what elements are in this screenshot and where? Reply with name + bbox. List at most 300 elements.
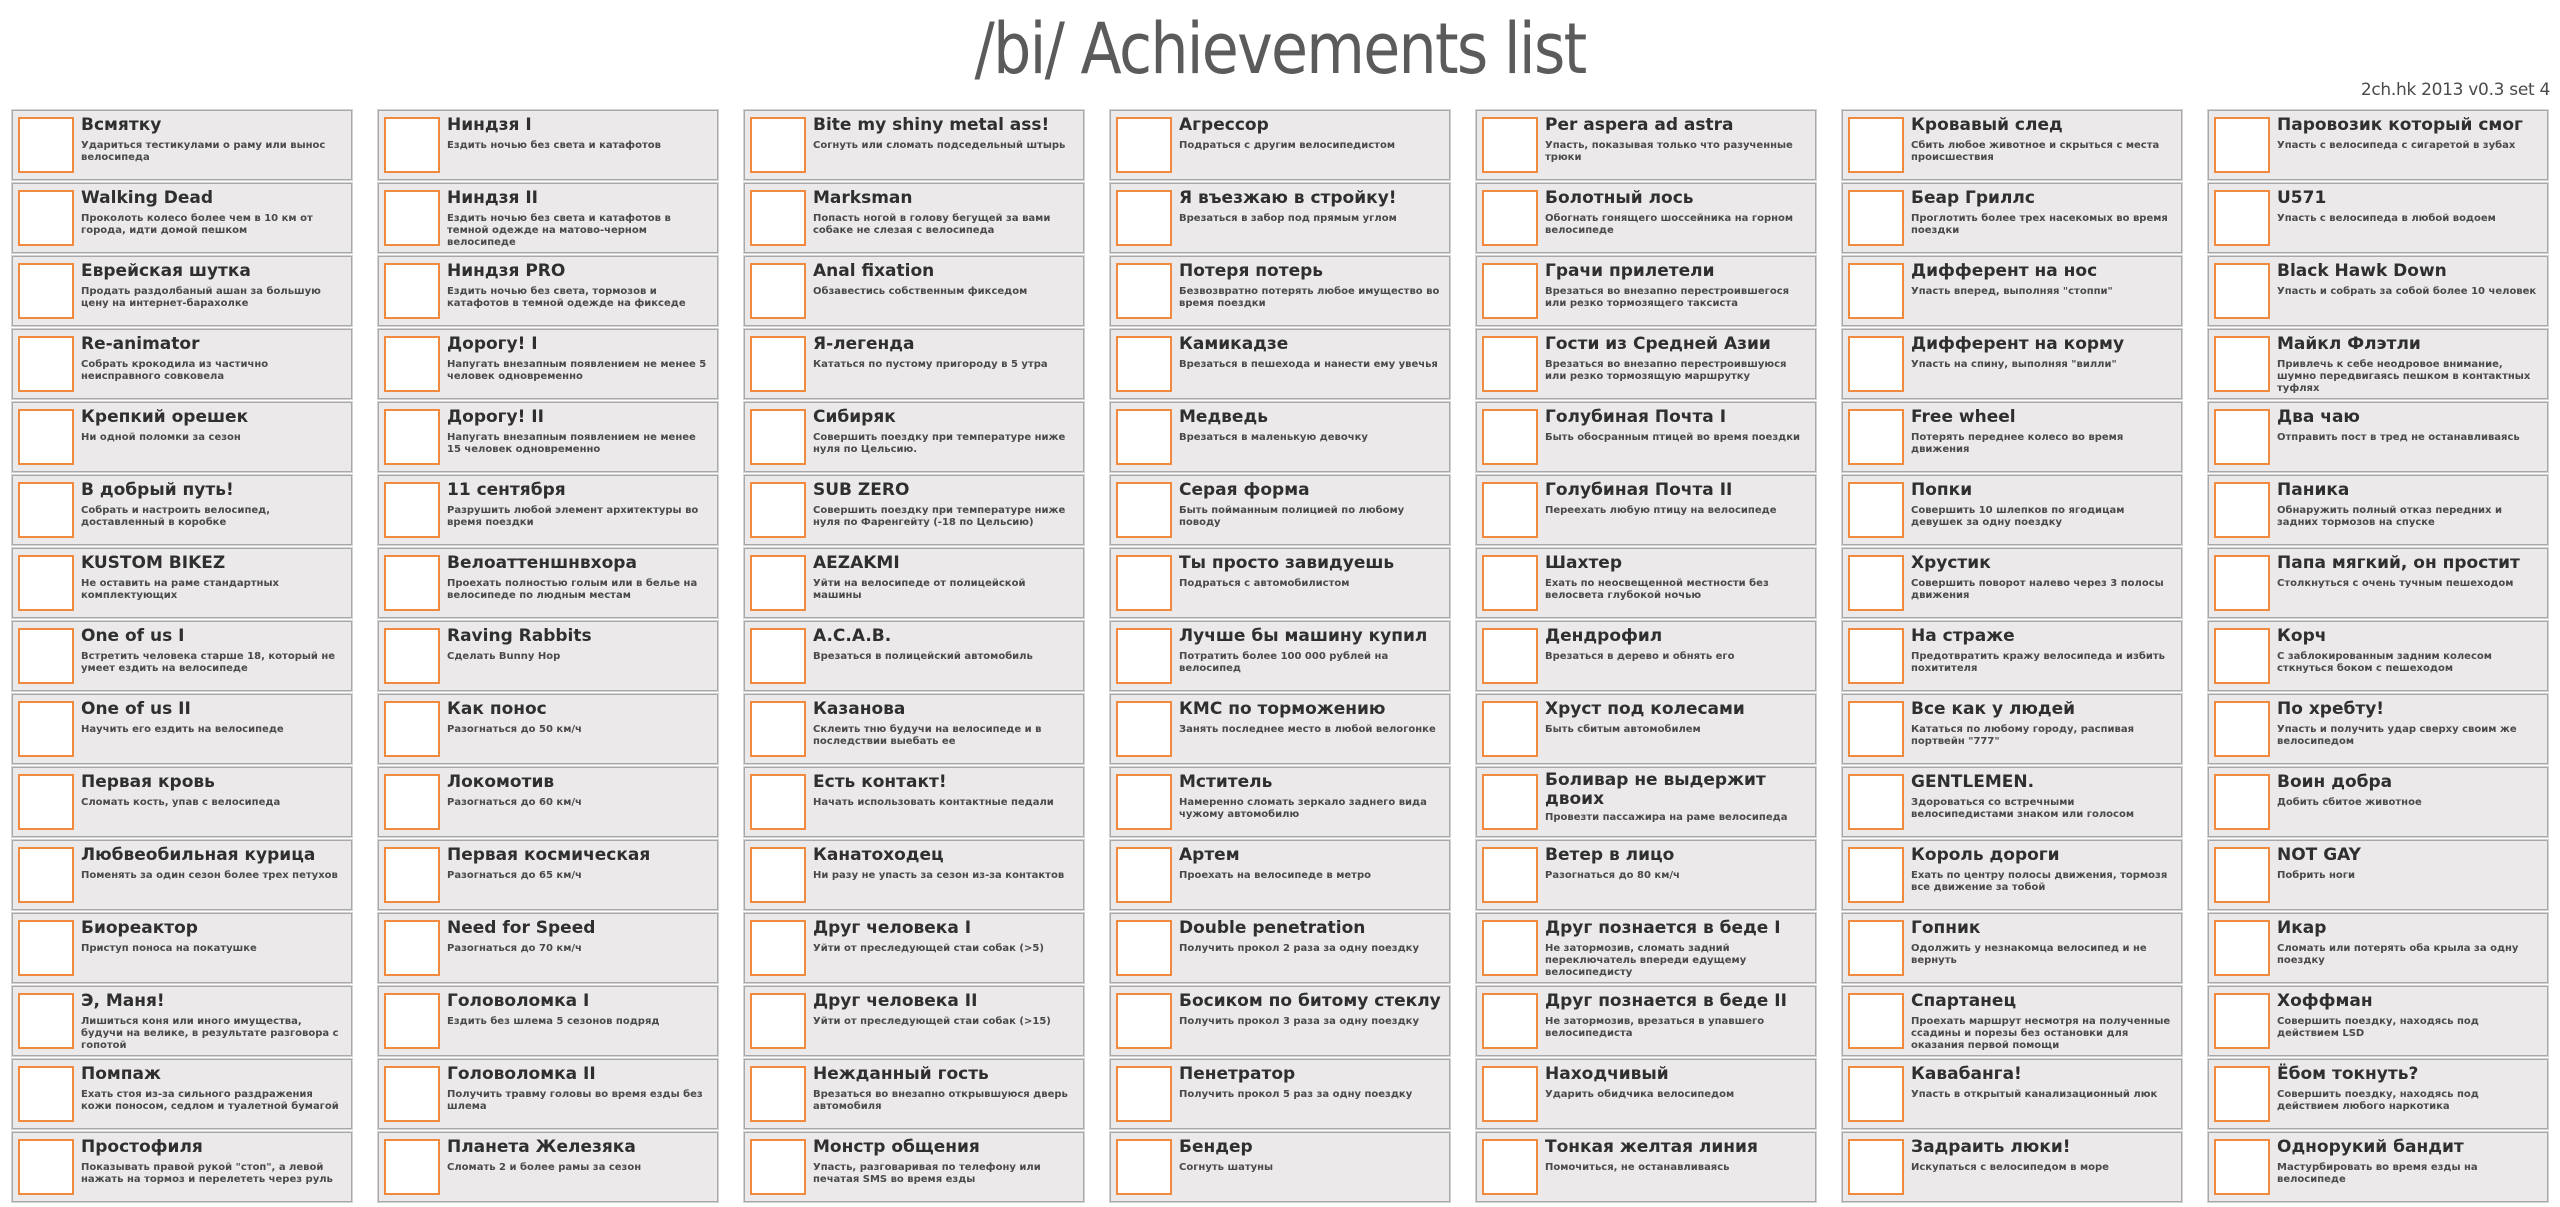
achievement-title: Дорогу! II [447, 407, 544, 427]
achievement-description: Сделать Bunny Hop [447, 651, 561, 662]
achievement-icon-placeholder [1116, 482, 1172, 538]
achievement-title: КМС по торможению [1179, 699, 1386, 719]
achievement-title: Король дороги [1911, 845, 2060, 865]
achievement-description: Уйти от преследующей стаи собак (>15) [813, 1016, 1051, 1027]
achievement-card [378, 256, 718, 326]
achievement-card [1476, 183, 1816, 253]
achievement-title: Канатоходец [813, 845, 944, 865]
achievement-title: Друг человека II [813, 991, 978, 1011]
achievement-title: Корч [2277, 626, 2327, 646]
achievement-card [378, 183, 718, 253]
achievement-title: Гости из Средней Азии [1545, 334, 1771, 354]
achievement-card [744, 475, 1084, 545]
achievement-description: Столкнуться с очень тучным пешеходом [2277, 578, 2514, 589]
achievement-description: Сломать или потерять оба крыла за одну поездку [2277, 943, 2519, 966]
achievement-icon-placeholder [750, 774, 806, 830]
achievement-description: Ехать по центру полосы движения, тормозя все движение за тобой [1911, 870, 2168, 893]
achievement-description: Проехать полностью голым или в белье на велосипеде по людным местам [447, 578, 698, 601]
achievement-description: Ни одной поломки за сезон [81, 432, 241, 443]
achievement-icon-placeholder [1848, 1139, 1904, 1195]
achievement-card [1110, 986, 1450, 1056]
achievement-title: Друг познается в беде I [1545, 918, 1781, 938]
achievement-icon-placeholder [750, 847, 806, 903]
achievement-card [1476, 475, 1816, 545]
achievement-card [744, 913, 1084, 983]
achievement-description: Согнуть шатуны [1179, 1162, 1274, 1173]
achievement-description: Удариться тестикулами о раму или вынос велосипеда [81, 140, 326, 163]
achievement-title: Need for Speed [447, 918, 596, 938]
achievement-description: Продать раздолбаный ашан за большую цену на интернет-барахолке [81, 286, 321, 309]
achievement-icon-placeholder [18, 117, 74, 173]
achievement-title: Голубиная Почта I [1545, 407, 1727, 427]
achievement-description: Совершить 10 шлепков по ягодицам девушек за одну поездку [1911, 505, 2125, 528]
achievement-icon-placeholder [1848, 847, 1904, 903]
achievement-icon-placeholder [1848, 190, 1904, 246]
achievement-title: Серая форма [1179, 480, 1310, 500]
achievement-card [744, 402, 1084, 472]
achievement-icon-placeholder [1482, 482, 1538, 538]
achievement-card [1842, 986, 2182, 1056]
achievement-description: Упасть вперед, выполняя "стоппи" [1911, 286, 2113, 297]
achievement-card [1476, 621, 1816, 691]
achievement-card [1476, 548, 1816, 618]
achievement-card [1110, 840, 1450, 910]
achievement-description: Обогнать гонящего шоссейника на горном велосипеде [1545, 213, 1794, 236]
achievement-title: Потеря потерь [1179, 261, 1324, 281]
achievement-icon-placeholder [1116, 117, 1172, 173]
achievement-icon-placeholder [1116, 628, 1172, 684]
achievement-icon-placeholder [2214, 993, 2270, 1049]
achievement-description: Упасть с велосипеда с сигаретой в зубах [2277, 140, 2516, 151]
achievement-description: Уйти на велосипеде от полицейской машины [813, 578, 1026, 601]
achievement-card [1110, 183, 1450, 253]
achievement-icon-placeholder [750, 117, 806, 173]
achievement-card [12, 986, 352, 1056]
achievement-description: Не затормозив, врезаться в упавшего велосипедиста [1545, 1016, 1765, 1039]
achievement-description: Быть сбитым автомобилем [1545, 724, 1701, 735]
achievement-icon-placeholder [384, 774, 440, 830]
achievement-icon-placeholder [384, 482, 440, 538]
achievement-description: Проехать маршрут несмотря на полученные ссадины и порезы без остановки для оказания первой помощи [1911, 1016, 2171, 1051]
achievement-card [1842, 475, 2182, 545]
achievement-icon-placeholder [1482, 847, 1538, 903]
achievement-icon-placeholder [1482, 701, 1538, 757]
achievement-card [1476, 767, 1816, 837]
achievement-card [378, 1059, 718, 1129]
achievement-description: Разогнаться до 60 км/ч [447, 797, 582, 808]
achievement-card [1110, 913, 1450, 983]
achievement-title: Головоломка I [447, 991, 590, 1011]
achievement-description: Ни разу не упасть за сезон из-за контактов [813, 870, 1065, 881]
achievement-card [744, 1132, 1084, 1202]
achievement-card [744, 621, 1084, 691]
achievement-card [2208, 1132, 2548, 1202]
achievement-icon-placeholder [1848, 1066, 1904, 1122]
achievement-description: Сломать кость, упав с велосипеда [81, 797, 281, 808]
achievement-card [1842, 913, 2182, 983]
achievement-card [1842, 183, 2182, 253]
achievement-description: Намеренно сломать зеркало заднего вида чужому автомобилю [1179, 797, 1427, 820]
achievement-title: Два чаю [2277, 407, 2360, 427]
achievement-icon-placeholder [2214, 1066, 2270, 1122]
achievement-title: Free wheel [1911, 407, 2016, 427]
achievement-card [1476, 840, 1816, 910]
achievement-title: Хрустик [1911, 553, 1991, 573]
achievement-icon-placeholder [1482, 336, 1538, 392]
achievement-description: Упасть и собрать за собой более 10 человек [2277, 286, 2537, 297]
achievement-title: Босиком по битому стеклу [1179, 991, 1441, 1011]
achievement-card [1842, 329, 2182, 399]
achievement-description: Совершить поездку, находясь под действием любого наркотика [2277, 1089, 2479, 1112]
achievement-icon-placeholder [1116, 263, 1172, 319]
achievement-description: Напугать внезапным появлением не менее 15 человек одновременно [447, 432, 696, 455]
achievement-column [744, 110, 1086, 1205]
achievement-title: Нежданный гость [813, 1064, 989, 1084]
achievement-icon-placeholder [1116, 336, 1172, 392]
achievement-icon-placeholder [1848, 409, 1904, 465]
achievement-title: Ты просто завидуешь [1179, 553, 1395, 573]
achievement-title: Простофиля [81, 1137, 203, 1157]
achievement-title: Любвеобильная курица [81, 845, 316, 865]
achievement-icon-placeholder [1482, 409, 1538, 465]
achievement-description: Сломать 2 и более рамы за сезон [447, 1162, 642, 1173]
achievement-card [378, 621, 718, 691]
achievement-icon-placeholder [750, 920, 806, 976]
achievement-icon-placeholder [750, 993, 806, 1049]
achievement-card [12, 1059, 352, 1129]
achievement-title: Друг человека I [813, 918, 972, 938]
achievement-description: Привлечь к себе неодровое внимание, шумно передвигаясь пешком в контактных туфлях [2277, 359, 2531, 394]
achievement-title: По хребту! [2277, 699, 2385, 719]
achievement-card [12, 548, 352, 618]
achievement-icon-placeholder [18, 847, 74, 903]
achievement-card [1476, 329, 1816, 399]
achievement-card [2208, 475, 2548, 545]
achievement-card [744, 329, 1084, 399]
page-title: /bi/ Achievements list [974, 8, 1586, 90]
achievement-description: Разогнаться до 80 км/ч [1545, 870, 1680, 881]
achievement-icon-placeholder [1482, 190, 1538, 246]
achievement-card [744, 986, 1084, 1056]
achievement-description: Приступ поноса на покатушке [81, 943, 257, 954]
achievement-card [744, 1059, 1084, 1129]
achievement-description: Врезаться в полицейский автомобиль [813, 651, 1033, 662]
achievement-icon-placeholder [1116, 701, 1172, 757]
achievement-description: Ударить обидчика велосипедом [1545, 1089, 1735, 1100]
achievement-card [12, 475, 352, 545]
achievement-icon-placeholder [384, 190, 440, 246]
achievement-title: AEZAKMI [813, 553, 900, 573]
achievement-icon-placeholder [18, 1139, 74, 1195]
achievement-card [12, 110, 352, 180]
achievement-icon-placeholder [1848, 555, 1904, 611]
achievement-description: С заблокированным задним колесом сткнуться боком с пешеходом [2277, 651, 2492, 674]
achievement-title: Тонкая желтая линия [1545, 1137, 1758, 1157]
achievement-icon-placeholder [1116, 774, 1172, 830]
achievement-card [1476, 913, 1816, 983]
achievement-card [2208, 329, 2548, 399]
achievement-card [1842, 694, 2182, 764]
achievement-icon-placeholder [18, 993, 74, 1049]
achievement-title: Паника [2277, 480, 2350, 500]
achievement-icon-placeholder [384, 117, 440, 173]
achievement-icon-placeholder [18, 409, 74, 465]
achievement-description: Упасть, показывая только что разученные трюки [1545, 140, 1793, 163]
achievement-icon-placeholder [750, 701, 806, 757]
achievement-description: Склеить тню будучи на велосипеде и в последствии выебать ее [813, 724, 1042, 747]
achievement-title: Велоаттеншнвхора [447, 553, 637, 573]
achievement-card [744, 110, 1084, 180]
achievement-icon-placeholder [18, 701, 74, 757]
achievement-title: 11 сентября [447, 480, 566, 500]
achievement-title: Паровозик который смог [2277, 115, 2523, 135]
achievement-description: Потерять переднее колесо во время движения [1911, 432, 2124, 455]
achievement-description: Ездить ночью без света, тормозов и катафотов в темной одежде на фикседе [447, 286, 686, 309]
achievement-card [378, 694, 718, 764]
achievement-icon-placeholder [750, 190, 806, 246]
achievement-title: Есть контакт! [813, 772, 947, 792]
achievement-title: Майкл Флэтли [2277, 334, 2421, 354]
achievement-card [1110, 1132, 1450, 1202]
achievement-icon-placeholder [2214, 1139, 2270, 1195]
achievement-title: Первая космическая [447, 845, 651, 865]
achievement-description: Проглотить более трех насекомых во время поездки [1911, 213, 2168, 236]
achievement-description: Сбить любое животное и скрыться с места происшествия [1911, 140, 2160, 163]
achievement-title: Anal fixation [813, 261, 935, 281]
achievement-card [378, 840, 718, 910]
achievement-card [1476, 1132, 1816, 1202]
achievement-description: Лишиться коня или иного имущества, будучи на велике, в результате разговора с гопотой [81, 1016, 339, 1051]
achievement-icon-placeholder [1848, 774, 1904, 830]
achievement-title: Дифферент на нос [1911, 261, 2098, 281]
achievement-icon-placeholder [2214, 628, 2270, 684]
achievement-title: Как понос [447, 699, 547, 719]
achievement-icon-placeholder [2214, 920, 2270, 976]
achievement-icon-placeholder [18, 774, 74, 830]
achievement-title: Гопник [1911, 918, 1981, 938]
achievement-column [2208, 110, 2550, 1205]
achievement-description: Совершить поворот налево через 3 полосы движения [1911, 578, 2164, 601]
achievement-title: U571 [2277, 188, 2327, 208]
achievement-icon-placeholder [2214, 482, 2270, 538]
achievement-icon-placeholder [1482, 920, 1538, 976]
achievement-card [12, 329, 352, 399]
achievement-icon-placeholder [1848, 628, 1904, 684]
achievement-card [1842, 402, 2182, 472]
achievement-card [744, 548, 1084, 618]
achievement-description: Попасть ногой в голову бегущей за вами собаке не слезая с велосипеда [813, 213, 1051, 236]
achievement-description: Разогнаться до 65 км/ч [447, 870, 582, 881]
achievement-icon-placeholder [384, 993, 440, 1049]
achievement-column [378, 110, 720, 1205]
achievement-title: Raving Rabbits [447, 626, 592, 646]
achievement-icon-placeholder [750, 482, 806, 538]
achievement-title: На страже [1911, 626, 2015, 646]
achievement-title: Хруст под колесами [1545, 699, 1745, 719]
achievement-description: Напугать внезапным появлением не менее 5 человек одновременно [447, 359, 707, 382]
achievement-icon-placeholder [1116, 190, 1172, 246]
achievement-column [1476, 110, 1818, 1205]
achievement-card [1110, 475, 1450, 545]
achievement-icon-placeholder [1116, 555, 1172, 611]
achievement-description: Совершить поездку при температуре ниже нуля по Фаренгейту (-18 по Цельсию) [813, 505, 1066, 528]
achievements-grid [12, 110, 2558, 1205]
achievement-card [744, 256, 1084, 326]
achievement-description: Ездить без шлема 5 сезонов подряд [447, 1016, 660, 1027]
achievement-description: Начать использовать контактные педали [813, 797, 1054, 808]
achievement-icon-placeholder [1482, 1066, 1538, 1122]
achievement-title: В добрый путь! [81, 480, 234, 500]
achievement-description: Быть пойманным полицией по любому поводу [1179, 505, 1405, 528]
achievement-title: Агрессор [1179, 115, 1269, 135]
achievement-description: Врезаться в забор под прямым углом [1179, 213, 1397, 224]
achievement-icon-placeholder [384, 701, 440, 757]
achievement-description: Упасть, разговаривая по телефону или печатая SMS во время езды [813, 1162, 1041, 1185]
achievement-description: Разогнаться до 50 км/ч [447, 724, 582, 735]
achievement-title: Голубиная Почта II [1545, 480, 1733, 500]
achievement-description: Подраться с другим велосипедистом [1179, 140, 1396, 151]
achievement-card [12, 183, 352, 253]
achievement-card [2208, 840, 2548, 910]
achievement-title: Все как у людей [1911, 699, 2076, 719]
achievement-description: Собрать и настроить велосипед, доставленный в коробке [81, 505, 271, 528]
achievement-description: Одолжить у незнакомца велосипед и не вернуть [1911, 943, 2147, 966]
achievement-description: Быть обосранным птицей во время поездки [1545, 432, 1800, 443]
achievement-description: Уйти от преследующей стаи собак (>5) [813, 943, 1044, 954]
achievement-title: Бендер [1179, 1137, 1253, 1157]
achievement-card [2208, 767, 2548, 837]
achievement-icon-placeholder [1116, 1139, 1172, 1195]
achievement-card [378, 548, 718, 618]
achievement-card [1842, 840, 2182, 910]
achievement-icon-placeholder [1116, 1066, 1172, 1122]
achievement-title: Попки [1911, 480, 1973, 500]
achievement-icon-placeholder [750, 1066, 806, 1122]
achievement-description: Ездить ночью без света и катафотов [447, 140, 661, 151]
achievement-icon-placeholder [1482, 774, 1538, 830]
achievement-title: Воин добра [2277, 772, 2393, 792]
achievement-title: Казанова [813, 699, 906, 719]
achievement-title: Хоффман [2277, 991, 2373, 1011]
achievement-title: Walking Dead [81, 188, 214, 208]
achievement-description: Собрать крокодила из частично неисправного совковела [81, 359, 269, 382]
achievement-card [378, 913, 718, 983]
achievement-card [2208, 548, 2548, 618]
achievement-title: Находчивый [1545, 1064, 1669, 1084]
achievement-title: Беар Гриллс [1911, 188, 2035, 208]
achievement-title: Дорогу! I [447, 334, 538, 354]
achievement-title: Кровавый след [1911, 115, 2063, 135]
achievement-icon-placeholder [2214, 117, 2270, 173]
achievement-description: Совершить поездку при температуре ниже нуля по Цельсию. [813, 432, 1066, 455]
achievement-title: Грачи прилетели [1545, 261, 1715, 281]
achievement-icon-placeholder [2214, 263, 2270, 319]
achievement-description: Помочиться, не останавливаясь [1545, 1162, 1730, 1173]
achievement-icon-placeholder [1482, 628, 1538, 684]
achievement-column [12, 110, 354, 1205]
achievement-card [378, 1132, 718, 1202]
achievement-title: Ветер в лицо [1545, 845, 1675, 865]
achievement-card [1842, 767, 2182, 837]
achievement-card [1110, 402, 1450, 472]
achievement-title: Планета Железяка [447, 1137, 636, 1157]
achievement-description: Совершить поездку, находясь под действием LSD [2277, 1016, 2479, 1039]
achievement-title: Я-легенда [813, 334, 915, 354]
achievement-column [1842, 110, 2184, 1205]
achievement-icon-placeholder [384, 409, 440, 465]
achievement-icon-placeholder [2214, 847, 2270, 903]
achievement-title: Кавабанга! [1911, 1064, 2022, 1084]
achievement-card [2208, 986, 2548, 1056]
achievement-card [1110, 767, 1450, 837]
achievement-icon-placeholder [750, 263, 806, 319]
achievement-icon-placeholder [750, 336, 806, 392]
achievement-icon-placeholder [1116, 920, 1172, 976]
achievement-title: One of us I [81, 626, 185, 646]
achievement-icon-placeholder [18, 263, 74, 319]
achievement-title: Bite my shiny metal ass! [813, 115, 1050, 135]
achievement-icon-placeholder [1848, 263, 1904, 319]
achievement-icon-placeholder [18, 1066, 74, 1122]
achievement-card [744, 694, 1084, 764]
achievement-card [2208, 621, 2548, 691]
achievement-icon-placeholder [750, 1139, 806, 1195]
achievement-title: Ниндзя I [447, 115, 532, 135]
achievement-card [12, 840, 352, 910]
achievement-card [378, 475, 718, 545]
credit-label: 2ch.hk 2013 v0.3 set 4 [2360, 80, 2550, 100]
achievement-title: Головоломка II [447, 1064, 596, 1084]
achievement-title: SUB ZERO [813, 480, 910, 500]
achievement-title: Double penetration [1179, 918, 1366, 938]
achievement-card [744, 183, 1084, 253]
achievement-icon-placeholder [18, 482, 74, 538]
achievement-card [1476, 694, 1816, 764]
achievement-description: Упасть в открытый канализационный люк [1911, 1089, 2158, 1100]
achievement-icon-placeholder [1116, 847, 1172, 903]
achievement-card [1110, 621, 1450, 691]
achievement-icon-placeholder [18, 336, 74, 392]
achievement-card [378, 402, 718, 472]
achievement-icon-placeholder [384, 1066, 440, 1122]
achievement-card [12, 913, 352, 983]
achievement-title: Первая кровь [81, 772, 215, 792]
achievement-icon-placeholder [2214, 190, 2270, 246]
achievement-description: Врезаться в дерево и обнять его [1545, 651, 1735, 662]
achievement-icon-placeholder [1848, 117, 1904, 173]
achievement-card [1476, 110, 1816, 180]
achievement-icon-placeholder [384, 847, 440, 903]
achievement-icon-placeholder [18, 555, 74, 611]
achievement-title: Папа мягкий, он простит [2277, 553, 2520, 573]
achievement-title: Артем [1179, 845, 1240, 865]
achievement-description: Провезти пассажира на раме велосипеда [1545, 812, 1788, 823]
achievement-card [1110, 694, 1450, 764]
achievement-card [744, 840, 1084, 910]
achievement-description: Обнаружить полный отказ передних и задних тормозов на спуске [2277, 505, 2502, 528]
achievement-icon-placeholder [2214, 555, 2270, 611]
achievement-title: Ниндзя II [447, 188, 538, 208]
achievement-card [1842, 1059, 2182, 1129]
achievement-title: KUSTOM BIKEZ [81, 553, 226, 573]
achievement-column [1110, 110, 1452, 1205]
achievement-description: Научить его ездить на велосипеде [81, 724, 284, 735]
achievement-card [378, 110, 718, 180]
achievement-description: Побрить ноги [2277, 870, 2355, 881]
achievement-title: Икар [2277, 918, 2327, 938]
achievement-description: Ехать по неосвещенной местности без велосвета глубокой ночью [1545, 578, 1769, 601]
achievement-card [378, 986, 718, 1056]
